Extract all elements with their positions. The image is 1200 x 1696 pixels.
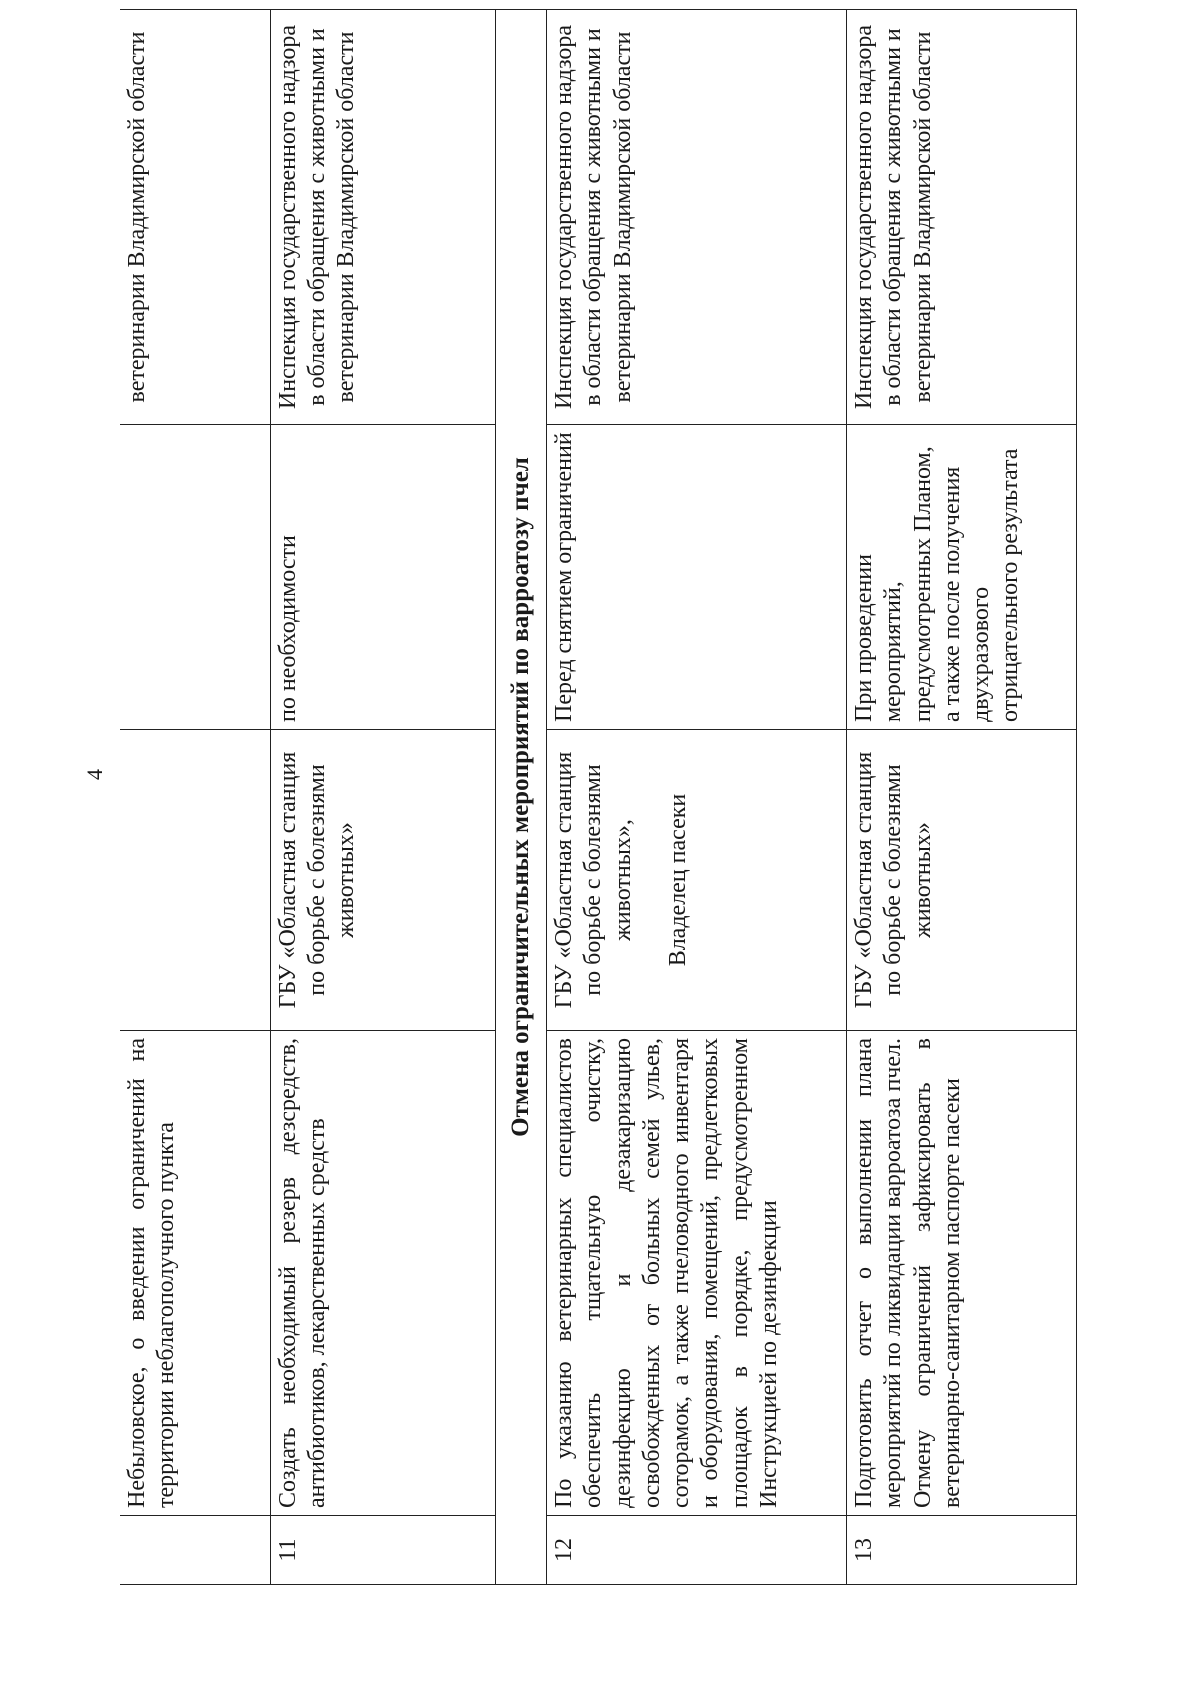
action-cell: Небыловское, о введении ограничений на территории неблагополучного пункта (120, 1031, 270, 1516)
executor-owner: Владелец пасеки (664, 793, 691, 967)
table-row (120, 10, 270, 1585)
measures-table (120, 9, 1077, 1585)
executor-cell: ГБУ «Областная станция по борьбе с болезнями животных» (270, 730, 495, 1031)
row-number: 12 (547, 1516, 847, 1585)
executor-text: ГБУ «Областная станция по борьбе с болезнями животных», (551, 751, 636, 1009)
table-row (847, 10, 1077, 1585)
control-cell: Инспекция государственного надзора в области обращения с животными и ветеринарии Владимирской области (847, 10, 1077, 425)
section-row (495, 10, 547, 1585)
executor-cell (547, 730, 847, 1031)
deadline-cell: по необходимости (270, 425, 495, 730)
rotated-table-container (120, 24, 1100, 1585)
executor-cell: ГБУ «Областная станция по борьбе с болезнями животных» (847, 730, 1077, 1031)
deadline-cell: При проведении мероприятий, предусмотренных Планом, а также после получения двухразового отрицательного результата (847, 425, 1077, 730)
control-cell: ветеринарии Владимирской области (120, 10, 270, 425)
action-cell: Создать необходимый резерв дезсредств, антибиотиков, лекарственных средств (270, 1031, 495, 1516)
page-number: 4 (82, 769, 107, 780)
action-cell: По указанию ветеринарных специалистов обеспечить тщательную очистку, дезинфекцию и дезакаризацию освобожденных от больных семей ульев, сотоpамок, а также пчеловодного инвентаря и оборудования, помещений, предлетковых площадок в порядке, предусмотренном Инструкцией по дезинфекции (547, 1031, 847, 1516)
row-number: 13 (847, 1516, 1077, 1585)
control-cell: Инспекция государственного надзора в области обращения с животными и ветеринарии Владимирской области (270, 10, 495, 425)
row-number: 11 (270, 1516, 495, 1585)
table-row (547, 10, 847, 1585)
deadline-cell (120, 425, 270, 730)
control-cell: Инспекция государственного надзора в области обращения с животными и ветеринарии Владимирской области (547, 10, 847, 425)
row-number (120, 1516, 270, 1585)
action-cell: Подготовить отчет о выполнении плана мероприятий по ликвидации варроатоза пчел. Отмену ограничений зафиксировать в ветеринарно-санитарном паспорте пасеки (847, 1031, 1077, 1516)
section-title: Отмена ограничительных мероприятий по варроатозу пчел (495, 10, 547, 1585)
executor-cell (120, 730, 270, 1031)
deadline-cell: Перед снятием ограничений (547, 425, 847, 730)
table-row (270, 10, 495, 1585)
